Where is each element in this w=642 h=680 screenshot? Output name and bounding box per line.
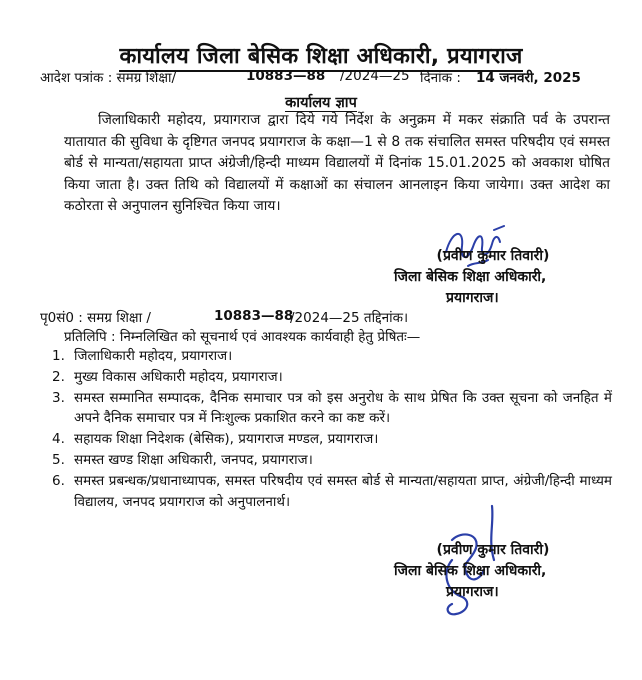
order-date: 14 जनवरी, 2025 (476, 70, 581, 86)
list-item: 3. समस्त सम्मानित सम्पादक, दैनिक समाचार पत्र को इस अनुरोध के साथ प्रेषित कि उक्त सूचना को जनहित में अपने दैनिक समाचार पत्र में निःशुल्क प्रकाशित करने का कष्ट करें। (52, 389, 612, 427)
signatory-place-2: प्रयागराज। (446, 584, 499, 600)
copy-ref-suffix: /2024—25 तद्दिनांक। (290, 310, 409, 326)
signatory-name-2: (प्रवीण कुमार तिवारी) (436, 542, 550, 558)
list-item: 5. समस्त खण्ड शिक्षा अधिकारी, जनपद, प्रयागराज। (52, 451, 313, 468)
signature-block-2 (418, 540, 568, 561)
signatory-designation-block-2 (394, 561, 584, 603)
signatory-name-1: (प्रवीण कुमार तिवारी) (436, 248, 550, 264)
list-item: 1. जिलाधिकारी महोदय, प्रयागराज। (52, 348, 233, 364)
copy-ref-number: 10883—88 (214, 308, 294, 324)
memo-body-text: जिलाधिकारी महोदय, प्रयागराज द्वारा दिये गये निर्देश के अनुक्रम में मकर संक्राति पर्व के उपरान्त यातायात की सुविधा के दृष्टिगत जनपद प्रयागराज के कक्षा—1 से 8 तक संचालित समस्त परिषदीय एवं समस्त बोर्ड से मान्यता/सहायता प्राप्त अंग्रेजी/हिन्दी माध्यम विद्यालयों में दिनांक 15.01.2025 को अवकाश घोषित किया जाता है। उक्त तिथि को विद्यालयों में कक्षाओं का संचालन आनलाइन किया जायेगा। उक्त आदेश का कठोरता से अनुपालन सुनिश्चित किया जाय। (64, 112, 610, 214)
memo-body (64, 110, 610, 218)
signatory-designation-2: जिला बेसिक शिक्षा अधिकारी, (394, 563, 547, 579)
copy-ref-label: पृ0सं0 : समग्र शिक्षा / (40, 310, 151, 326)
order-number-line (40, 68, 176, 86)
signatory-place-1: प्रयागराज। (446, 290, 499, 306)
memo-heading (0, 92, 642, 112)
memo-heading-text: कार्यालय ज्ञाप (285, 95, 357, 111)
order-number: 10883—88 (246, 68, 326, 84)
order-date-label: दिनांक : (420, 70, 461, 86)
signature-block-1 (418, 246, 568, 267)
copy-intro: प्रतिलिपि : निम्नलिखित को सूचनार्थ एवं आवश्यक कार्यवाही हेतु प्रेषितः— (64, 329, 421, 345)
order-label: आदेश पत्रांक : समग्र शिक्षा/ (40, 70, 177, 86)
list-item: 4. सहायक शिक्षा निदेशक (बेसिक), प्रयागराज मण्डल, प्रयागराज। (52, 431, 379, 448)
list-item: 6. समस्त प्रबन्धक/प्रधानाध्यापक, समस्त परिषदीय एवं समस्त बोर्ड से मान्यता/सहायता प्राप्त, अंग्रेजी/हिन्दी माध्यम विद्यालय, जनपद प्रयागराज को अनुपालनार्थ। (52, 472, 612, 510)
office-title (0, 40, 642, 70)
order-year: /2024—25 (340, 68, 410, 84)
recipient-list (52, 346, 612, 512)
office-title-text: कार्यालय जिला बेसिक शिक्षा अधिकारी, प्रयागराज (119, 44, 522, 72)
list-item: 2. मुख्य विकास अधिकारी महोदय, प्रयागराज। (52, 368, 283, 385)
signatory-designation-1: जिला बेसिक शिक्षा अधिकारी, (394, 269, 547, 285)
signatory-designation-block-1 (394, 267, 584, 309)
